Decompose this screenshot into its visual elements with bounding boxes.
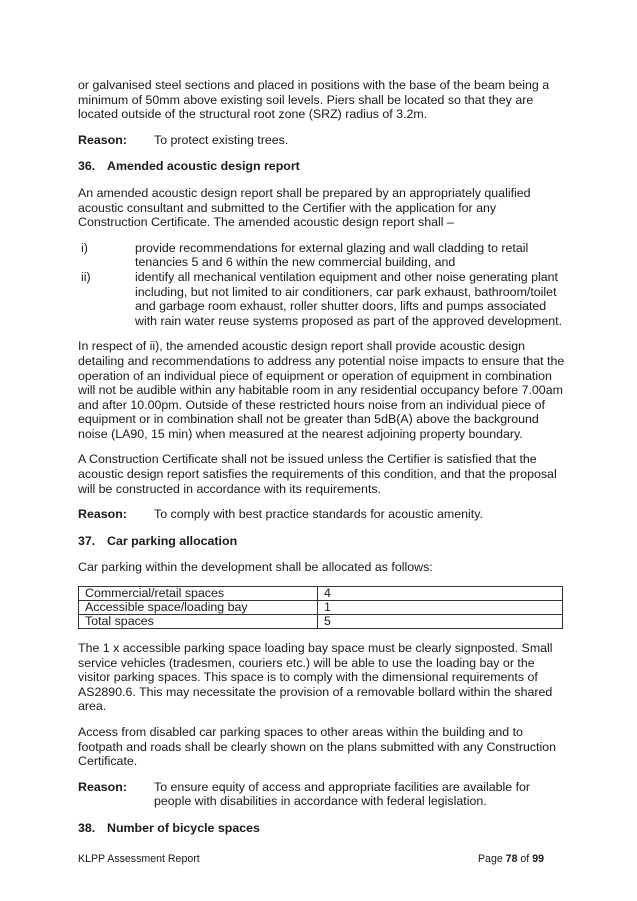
list-marker: ii) [81,269,91,284]
footer-page-current: 78 [505,853,518,865]
table-cell-label: Total spaces [79,615,318,629]
reason-label: Reason: [78,132,127,147]
reason-row-3 [78,780,566,809]
table-cell-value: 4 [318,587,563,601]
section-number: 36. [78,159,96,174]
table-cell-value: 5 [318,615,563,629]
s36-cc-paragraph: A Construction Certificate shall not be issued unless the Certifier is satisfied that the acoustic design report satisfies the requirements of this condition, and that the proposal will be constructed in accordance with its requirements. [78,452,557,496]
s36-intro-paragraph: An amended acoustic design report shall be prepared by an appropriately qualified acoustic consultant and submitted to the Certifier with the application for any Construction Certificate. The amended acoustic design report shall – [78,185,531,230]
requirements-list [78,241,566,329]
footer-page-number [478,852,544,867]
list-text: identify all mechanical ventilation equipment and other noise generating plant including, but not limited to air conditioners, car park exhaust, bathroom/toilet and garbage room exhaust, roller shutter doors, lifts and pumps associated with rain water reuse systems proposed as part of the approved development. [135,269,563,328]
table-cell-label: Accessible space/loading bay [79,601,318,615]
document-page [78,78,566,848]
section-37-heading [78,534,566,549]
parking-allocation-table [78,586,563,629]
table-row [79,615,563,629]
section-number: 37. [78,533,96,548]
intro-paragraph: or galvanised steel sections and placed in positions with the base of the beam being a minimum of 50mm above existing soil levels. Piers shall be located so that they are located outside of the structural root zone (SRZ) radius of 3.2m. [78,78,550,122]
footer-page-of: of [517,853,533,865]
section-title: Number of bicycle spaces [107,820,260,835]
reason-label: Reason: [78,507,127,522]
section-number: 38. [78,820,96,835]
list-marker: i) [81,240,88,255]
footer-page-total: 99 [532,853,544,865]
s37-access-paragraph: Access from disabled car parking spaces to other areas within the building and to footpath and roads shall be clearly shown on the plans submitted with any Construction Certificate. [78,725,557,769]
table-row [79,587,563,601]
section-36-heading [78,159,566,174]
table-cell-value: 1 [318,601,563,615]
list-item [78,270,566,328]
list-item [78,241,566,270]
table-row [79,601,563,615]
footer-report-name: KLPP Assessment Report [78,853,200,865]
table-cell-label: Commercial/retail spaces [79,587,318,601]
reason-label: Reason: [78,779,127,794]
s36-detail-paragraph: In respect of ii), the amended acoustic design report shall provide acoustic design detailing and recommendations to address any potential noise impacts to ensure that the operation of an individual piece of equipment or operation of equipment in combination will not be audible within any habitable room in any residential occupancy before 7.00am and after 10.00pm. Outside of these restricted hours noise from an individual piece of equipment or in combination shall not be greater than 5dB(A) above the background noise (LA90, 15 min) when measured at the nearest adjoining property boundary. [78,339,565,441]
s37-intro-paragraph: Car parking within the development shall be allocated as follows: [78,560,433,575]
section-title: Amended acoustic design report [107,159,300,174]
page-footer [78,852,544,867]
reason-text: To comply with best practice standards for acoustic amenity. [154,507,483,522]
reason-text: To protect existing trees. [154,132,289,147]
reason-row-2 [78,507,566,522]
reason-row-1 [78,133,566,148]
s37-signpost-paragraph: The 1 x accessible parking space loading bay space must be clearly signposted. Small service vehicles (tradesmen, couriers etc.) will be able to use the loading bay or the visitor parking spaces. This space is to comply with the dimensional requirements of AS2890.6. This may necessitate the provision of a removable bollard within the shared area. [78,641,553,714]
section-title: Car parking allocation [107,533,238,548]
reason-text: To ensure equity of access and appropriate facilities are available for people with disabilities in accordance with federal legislation. [154,779,531,809]
footer-page-prefix: Page [477,853,506,865]
list-text: provide recommendations for external glazing and wall cladding to retail tenancies 5 and 6 within the new commercial building, and [135,240,529,270]
section-38-heading [78,821,566,836]
